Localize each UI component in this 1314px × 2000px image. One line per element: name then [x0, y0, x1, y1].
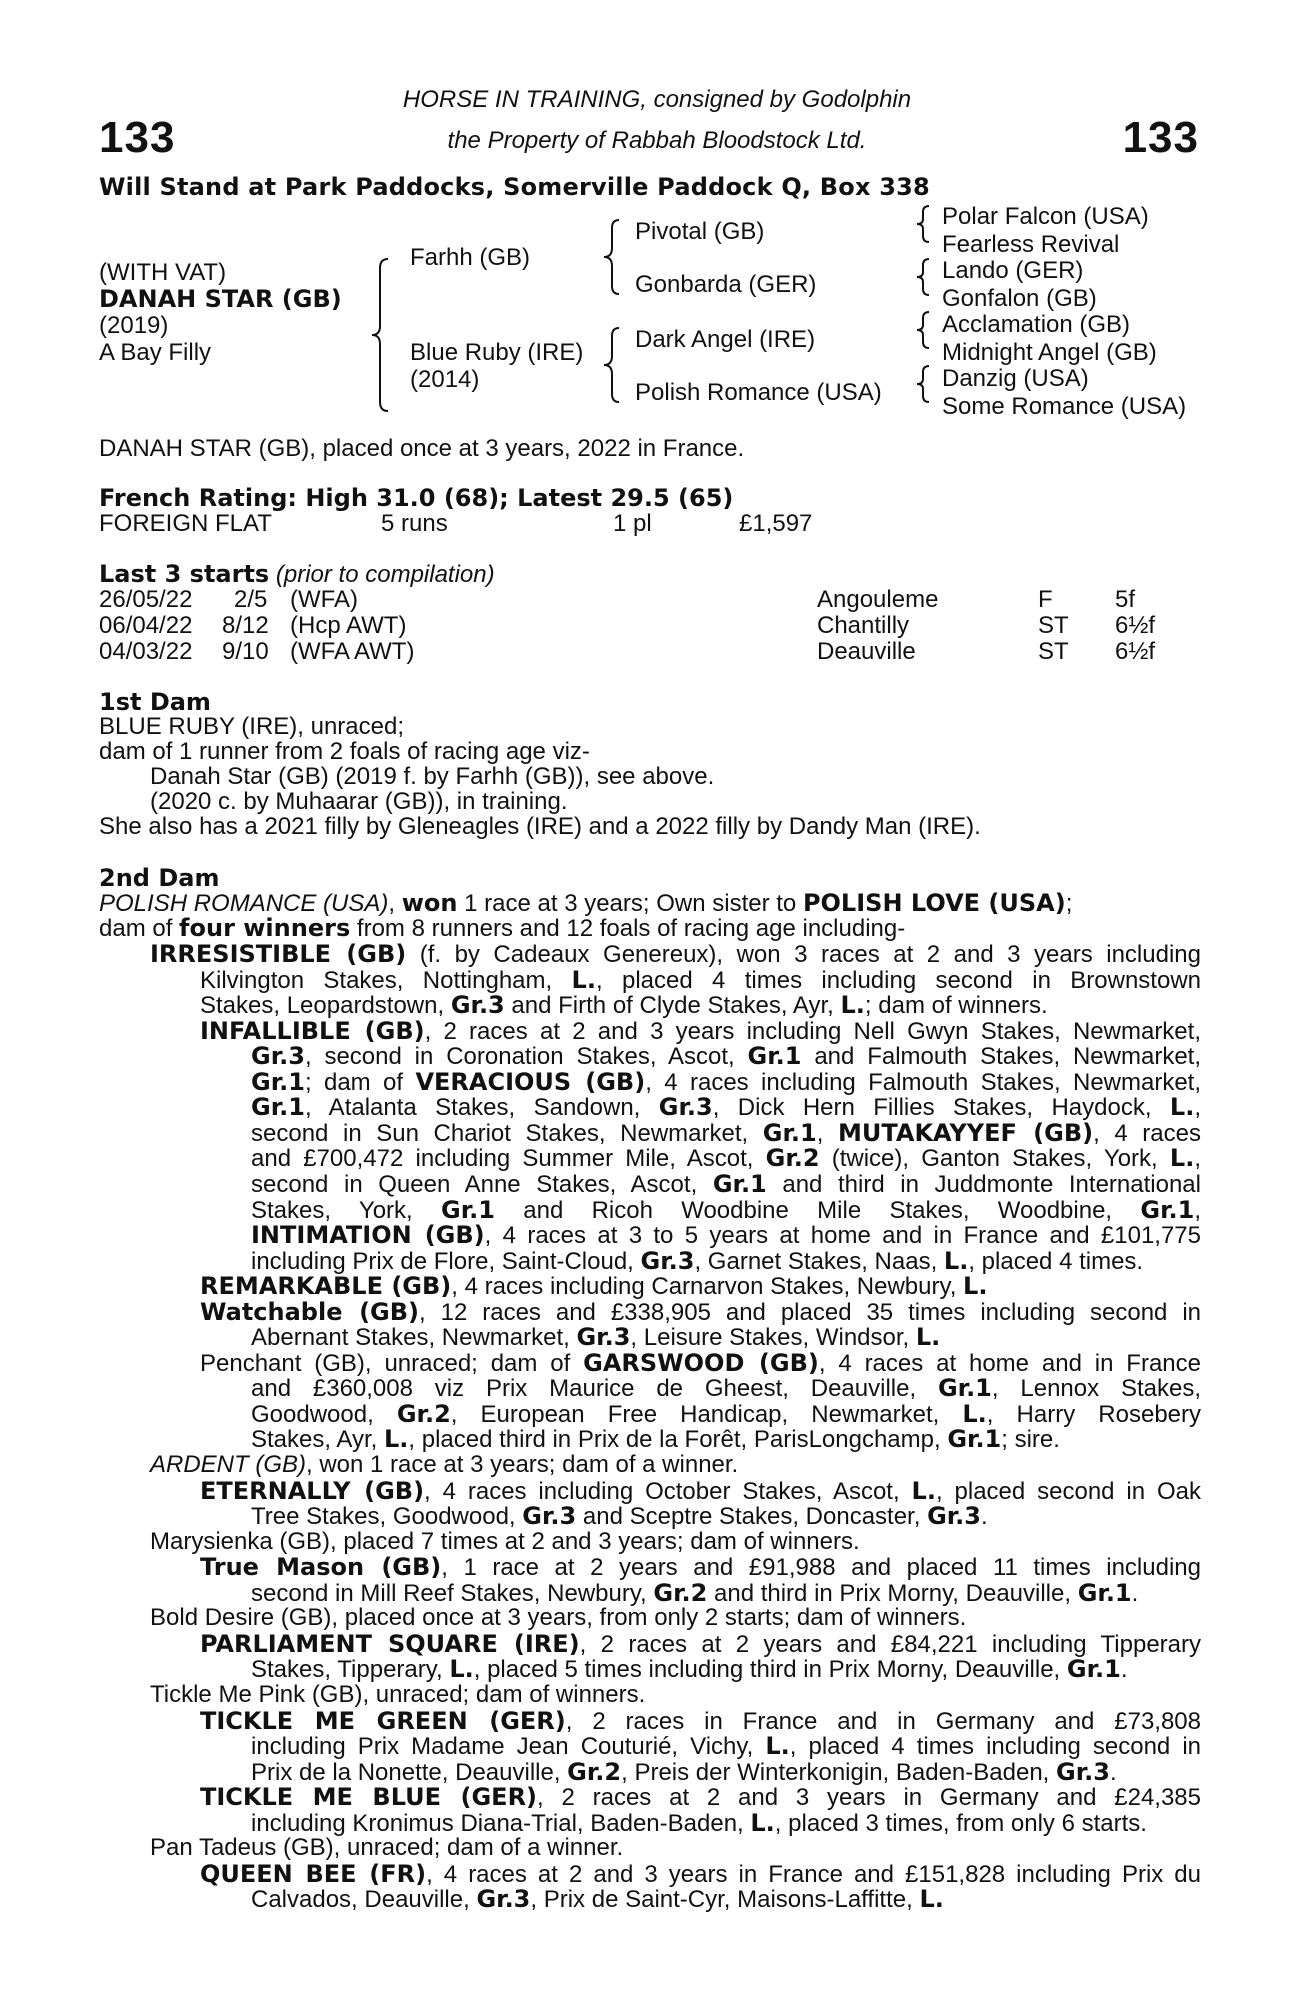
text-segment: and Falmouth Stakes, Newmarket, — [801, 1044, 1201, 1071]
gg-1: Polar Falcon (USA) — [942, 203, 1149, 230]
start-distance: 6½f — [1115, 612, 1156, 639]
produce-line — [251, 1246, 1144, 1275]
start-position: 2/5 — [234, 586, 268, 613]
text-segment: L. — [840, 991, 865, 1020]
text-segment: Kilvington Stakes, Nottingham, — [200, 967, 572, 994]
text-segment: , Dick Hern Fillies Stakes, Haydock, — [712, 1095, 1170, 1122]
text-segment: Gr.1 — [947, 1425, 1002, 1454]
rating-title: French Rating: High 31.0 (68); Latest 29.5 (65) — [99, 484, 734, 512]
text-segment: , 2 races at 2 and 3 years in Germany and £24,385 — [537, 1785, 1201, 1812]
text-segment: Stakes, Tipperary, — [251, 1656, 450, 1684]
produce-line — [251, 1044, 1201, 1070]
text-segment: , 4 races — [1093, 1120, 1201, 1147]
text-segment: second in Queen Anne Stakes, Ascot, — [251, 1171, 713, 1198]
text-segment: INTIMATION (GB) — [251, 1223, 485, 1250]
text-segment: . — [1120, 1656, 1128, 1684]
text-segment: Calvados, Deauville, — [251, 1886, 477, 1914]
start-going: F — [1038, 586, 1053, 613]
text-segment: ; dam of — [304, 1069, 416, 1096]
text-segment: PARLIAMENT SQUARE (IRE) — [200, 1631, 580, 1658]
text-segment: IRRESISTIBLE (GB) — [150, 942, 407, 968]
text-segment: Gr.3 — [640, 1246, 695, 1275]
text-segment: Gr.1 — [1077, 1578, 1132, 1607]
produce-line — [150, 1680, 646, 1708]
text-segment: L. — [1169, 1146, 1195, 1173]
produce-line — [200, 1709, 1201, 1735]
text-segment: ; sire. — [1001, 1426, 1060, 1454]
text-segment: Gr.2 — [396, 1401, 451, 1428]
produce-line — [200, 993, 1048, 1018]
produce-line — [251, 1657, 1128, 1682]
produce-line — [150, 1836, 623, 1860]
text-segment: Prix de la Nonette, Deauville, — [251, 1758, 568, 1786]
text-segment: L. — [915, 1323, 941, 1352]
first-dam-title: 1st Dam — [99, 688, 211, 716]
last-starts-title: Last 3 starts — [99, 560, 270, 588]
text-segment: . — [1109, 1758, 1117, 1786]
text-segment: , placed 3 times, from only 6 starts. — [774, 1809, 1147, 1837]
text-segment: , Garnet Stakes, Naas, — [694, 1247, 944, 1275]
text-segment: , placed 4 times including second in Brownstown — [595, 967, 1201, 994]
text-segment: , second in Coronation Stakes, Ascot, — [304, 1044, 748, 1071]
text-segment: POLISH LOVE (USA) — [802, 889, 1066, 917]
text-segment: won — [401, 889, 458, 917]
race-summary: DANAH STAR (GB), placed once at 3 years, 2022 in France. — [99, 435, 745, 462]
text-segment: Gr.1 — [747, 1044, 802, 1071]
dam-year: (2014) — [410, 366, 480, 393]
text-segment: , 2 races in France and in Germany and £73,808 — [565, 1708, 1201, 1735]
text-segment: and £360,008 viz Prix Maurice de Gheest, Deauville, — [251, 1376, 938, 1403]
last-starts-heading — [99, 562, 495, 587]
produce-line — [251, 1146, 1201, 1172]
second-dam-line — [99, 891, 1072, 916]
text-segment: , Leisure Stakes, Windsor, — [630, 1324, 916, 1352]
produce-line — [251, 1325, 940, 1350]
text-segment: QUEEN BEE (FR) — [200, 1861, 427, 1888]
text-segment: . — [981, 1503, 988, 1531]
produce-line — [251, 1223, 1201, 1249]
text-segment: Gr.3 — [927, 1502, 981, 1531]
first-dam-line: She also has a 2021 filly by Gleneagles (IRE) and a 2022 filly by Dandy Man (IRE). — [99, 813, 981, 840]
produce-line — [200, 1555, 1201, 1581]
rating-runs: 5 runs — [381, 510, 448, 537]
start-course: Deauville — [817, 638, 916, 665]
text-segment: Gr.3 — [576, 1323, 631, 1352]
rating-earnings: £1,597 — [739, 510, 813, 537]
produce-line — [251, 1172, 1201, 1198]
produce-line — [251, 1095, 1201, 1121]
second-dam-line — [99, 916, 905, 941]
produce-line — [251, 1070, 1201, 1096]
stand-location: Will Stand at Park Paddocks, Somerville Paddock Q, Box 338 — [99, 173, 930, 201]
produce-line — [251, 1578, 1139, 1607]
second-dam-title: 2nd Dam — [99, 864, 220, 892]
text-segment: , 2 races at 2 and 3 years including Nell Gwyn Stakes, Newmarket, — [424, 1018, 1201, 1045]
text-segment: Gr.2 — [765, 1146, 820, 1173]
first-dam-line: Danah Star (GB) (2019 f. by Farhh (GB)), see above. — [150, 763, 715, 790]
text-segment: Gr.3 — [1056, 1757, 1110, 1786]
produce-line — [200, 1632, 1201, 1658]
text-segment: Tickle Me Pink (GB), unraced; dam of winners. — [150, 1680, 646, 1708]
text-segment: Gr.3 — [522, 1502, 577, 1531]
text-segment: , — [388, 890, 402, 917]
start-date: 04/03/22 — [99, 638, 193, 665]
last-starts-note: (prior to compilation) — [275, 561, 495, 588]
text-segment: , Harry Rosebery — [986, 1401, 1201, 1428]
produce-line — [200, 1351, 1201, 1377]
text-segment: including Kronimus Diana-Trial, Baden-Baden, — [251, 1809, 751, 1837]
dam: Blue Ruby (IRE) — [410, 339, 584, 366]
text-segment: including Prix Madame Jean Couturié, Vichy, — [251, 1734, 766, 1761]
text-segment — [150, 1451, 738, 1478]
start-going: ST — [1038, 638, 1069, 665]
text-segment: ; dam of winners. — [864, 992, 1048, 1020]
produce-line — [200, 968, 1201, 994]
text-segment: Gr.1 — [712, 1171, 767, 1198]
text-segment: , 4 races including Carnarvon Stakes, Newbury, — [451, 1273, 964, 1301]
text-segment: , — [1194, 1146, 1201, 1173]
text-segment: Stakes, York, — [251, 1197, 442, 1224]
text-segment: Gr.3 — [450, 991, 505, 1020]
text-segment: , 4 races including October Stakes, Ascot, — [424, 1478, 912, 1505]
vat-label: (WITH VAT) — [99, 259, 227, 286]
text-segment: GARSWOOD (GB) — [583, 1350, 819, 1377]
gg-7: Danzig (USA) — [942, 365, 1089, 392]
text-segment: Goodwood, — [251, 1401, 397, 1428]
text-segment: and Firth of Clyde Stakes, Ayr, — [504, 992, 841, 1020]
text-segment: Gr.1 — [441, 1197, 495, 1224]
text-segment: L. — [943, 1246, 969, 1275]
horse-name: DANAH STAR (GB) — [99, 285, 342, 313]
start-distance: 6½f — [1115, 638, 1156, 665]
text-segment: Gr.2 — [567, 1757, 622, 1786]
start-type: (WFA) — [290, 586, 358, 613]
text-segment: Gr.1 — [1066, 1655, 1121, 1684]
text-segment: MUTAKAYYEF (GB) — [838, 1120, 1094, 1147]
text-segment: True Mason (GB) — [200, 1555, 442, 1582]
gg-4: Gonfalon (GB) — [942, 285, 1097, 312]
text-segment: , 2 races at 2 years and £84,221 including Tipperary — [579, 1631, 1201, 1658]
text-segment: . — [1131, 1579, 1139, 1607]
text-segment: , placed 5 times including third in Prix Morny, Deauville, — [473, 1656, 1067, 1684]
text-segment: L. — [1169, 1095, 1195, 1122]
text-segment: , Lennox Stakes, — [991, 1376, 1201, 1403]
sire-sire: Pivotal (GB) — [635, 218, 765, 245]
sire-dam: Gonbarda (GER) — [635, 271, 817, 298]
text-segment: REMARKABLE (GB) — [200, 1272, 452, 1301]
text-segment: ETERNALLY (GB) — [200, 1478, 425, 1505]
text-segment: , 1 race at 2 years and £91,988 and placed 11 times including — [441, 1555, 1201, 1582]
text-segment: Gr.3 — [658, 1095, 713, 1122]
produce-line — [200, 1300, 1201, 1326]
dam-dam: Polish Romance (USA) — [635, 379, 882, 406]
dam-name: ARDENT (GB) — [150, 1451, 306, 1478]
horse-year: (2019) — [99, 312, 169, 339]
horse-description: A Bay Filly — [99, 339, 212, 366]
produce-line — [251, 1198, 1201, 1224]
text-segment: , 4 races at 2 and 3 years in France and £151,828 including Prix du — [426, 1861, 1201, 1888]
second-dam-name: POLISH ROMANCE (USA) — [99, 890, 389, 917]
text-segment: and third in Prix Morny, Deauville, — [707, 1579, 1078, 1607]
dam-sire: Dark Angel (IRE) — [635, 326, 816, 353]
rating-placed: 1 pl — [613, 510, 652, 537]
text-segment: L. — [911, 1478, 936, 1505]
text-segment: L. — [449, 1655, 474, 1684]
start-date: 06/04/22 — [99, 612, 193, 639]
start-position: 8/12 — [222, 612, 269, 639]
produce-line — [150, 1453, 738, 1477]
text-segment: , Preis der Winterkonigin, Baden-Baden, — [621, 1758, 1057, 1786]
text-segment: Abernant Stakes, Newmarket, — [251, 1324, 577, 1352]
text-segment: second in Sun Chariot Stakes, Newmarket, — [251, 1120, 763, 1147]
lot-number-left: 133 — [99, 113, 176, 162]
text-segment: , placed second in Oak — [935, 1478, 1201, 1505]
text-segment: , Prix de Saint-Cyr, Maisons-Laffitte, — [530, 1886, 920, 1914]
text-segment: Gr.1 — [937, 1376, 992, 1403]
text-segment: , placed 4 times. — [968, 1247, 1144, 1275]
property-line: the Property of Rabbah Bloodstock Ltd. — [447, 127, 867, 154]
text-segment: including Prix de Flore, Saint-Cloud, — [251, 1247, 641, 1275]
text-segment: , placed 4 times including second in — [789, 1734, 1201, 1761]
text-segment: Bold Desire (GB), placed once at 3 years, from only 2 starts; dam of winners. — [150, 1604, 967, 1632]
gg-3: Lando (GER) — [942, 257, 1084, 284]
first-dam-line: BLUE RUBY (IRE), unraced; — [99, 713, 405, 740]
text-segment: INFALLIBLE (GB) — [200, 1018, 425, 1045]
text-segment: Stakes, Ayr, — [251, 1426, 384, 1454]
text-segment: TICKLE ME BLUE (GER) — [200, 1785, 538, 1812]
text-segment: , won 1 race at 3 years; dam of a winner. — [306, 1451, 739, 1478]
produce-line — [150, 942, 1201, 968]
produce-line — [200, 1785, 1201, 1811]
produce-line — [150, 1527, 860, 1555]
text-segment: and Sceptre Stakes, Doncaster, — [576, 1503, 928, 1531]
start-date: 26/05/22 — [99, 586, 193, 613]
text-segment: and third in Juddmonte International — [766, 1171, 1201, 1198]
gg-8: Some Romance (USA) — [942, 393, 1187, 420]
produce-line — [251, 1402, 1201, 1428]
start-type: (WFA AWT) — [290, 638, 415, 665]
lot-number-right: 133 — [1122, 113, 1199, 162]
text-segment: Gr.1 — [762, 1120, 817, 1147]
produce-line — [251, 1757, 1117, 1786]
gg-5: Acclamation (GB) — [942, 311, 1131, 338]
text-segment: L. — [919, 1885, 944, 1914]
text-segment: , European Free Handicap, Newmarket, — [450, 1401, 963, 1428]
text-segment: TICKLE ME GREEN (GER) — [200, 1708, 566, 1735]
text-segment: Gr.1 — [251, 1095, 305, 1122]
consignor-line: HORSE IN TRAINING, consigned by Godolphin — [402, 86, 912, 113]
start-type: (Hcp AWT) — [290, 612, 407, 639]
gg-6: Midnight Angel (GB) — [942, 339, 1157, 366]
produce-line — [251, 1376, 1201, 1402]
text-segment: four winners — [179, 914, 351, 942]
text-segment: L. — [963, 1272, 988, 1301]
text-segment: , 4 races at home and in France — [818, 1350, 1201, 1377]
start-distance: 5f — [1115, 586, 1136, 613]
text-segment: Watchable (GB) — [200, 1299, 420, 1326]
first-dam-line: (2020 c. by Muhaarar (GB)), in training. — [150, 788, 568, 815]
text-segment: L. — [571, 967, 596, 994]
text-segment: L. — [383, 1425, 409, 1454]
text-segment: Marysienka (GB), placed 7 times at 2 and 3 years; dam of winners. — [150, 1527, 860, 1555]
first-dam-line: dam of 1 runner from 2 foals of racing age viz- — [99, 738, 590, 765]
produce-line — [251, 1427, 1060, 1452]
start-course: Chantilly — [817, 612, 910, 639]
text-segment: Tree Stakes, Goodwood, — [251, 1503, 523, 1531]
produce-line — [150, 1606, 966, 1630]
text-segment: ; — [1065, 890, 1073, 917]
text-segment: , 4 races including Falmouth Stakes, Newmarket, — [645, 1069, 1201, 1096]
text-segment: second in Mill Reef Stakes, Newbury, — [251, 1579, 654, 1607]
rating-category: FOREIGN FLAT — [99, 510, 272, 537]
text-segment: Gr.1 — [251, 1069, 305, 1096]
produce-line — [251, 1121, 1201, 1147]
text-segment: Penchant (GB), unraced; dam of — [200, 1350, 584, 1377]
text-segment: Gr.3 — [476, 1885, 531, 1914]
text-segment: Gr.3 — [251, 1044, 305, 1071]
text-segment: L. — [750, 1808, 775, 1837]
text-segment: L. — [765, 1734, 790, 1761]
gg-2: Fearless Revival — [942, 231, 1120, 258]
text-segment: Gr.2 — [653, 1578, 708, 1607]
text-segment: 1 race at 3 years; Own sister to — [457, 890, 803, 917]
text-segment: Gr.1 — [1140, 1197, 1195, 1224]
produce-line — [251, 1734, 1201, 1760]
sire: Farhh (GB) — [410, 244, 531, 271]
produce-line — [200, 1274, 987, 1299]
text-segment: and £700,472 including Summer Mile, Ascot, — [251, 1146, 766, 1173]
text-segment: , placed third in Prix de la Forêt, ParisLongchamp, — [408, 1426, 948, 1454]
text-segment: , — [1194, 1197, 1201, 1224]
text-segment: Stakes, Leopardstown, — [200, 992, 451, 1020]
start-position: 9/10 — [222, 638, 269, 665]
text-segment: , Atalanta Stakes, Sandown, — [304, 1095, 659, 1122]
start-course: Angouleme — [817, 586, 939, 613]
produce-line — [251, 1504, 988, 1529]
text-segment: , 12 races and £338,905 and placed 35 times including second in — [419, 1299, 1201, 1326]
text-segment: dam of — [99, 915, 180, 942]
text-segment: VERACIOUS (GB) — [415, 1069, 646, 1096]
text-segment: , — [1194, 1095, 1201, 1122]
text-segment: L. — [962, 1401, 987, 1428]
text-segment: (twice), Ganton Stakes, York, — [819, 1146, 1170, 1173]
start-going: ST — [1038, 612, 1069, 639]
text-segment: , 4 races at 3 to 5 years at home and in France and £101,775 — [484, 1223, 1201, 1250]
text-segment: , — [816, 1120, 838, 1147]
text-segment: and Ricoh Woodbine Mile Stakes, Woodbine, — [494, 1197, 1141, 1224]
produce-line — [200, 1479, 1201, 1505]
text-segment: Pan Tadeus (GB), unraced; dam of a winner. — [150, 1834, 624, 1862]
produce-line — [200, 1019, 1201, 1045]
produce-line — [200, 1862, 1201, 1888]
produce-line — [251, 1808, 1147, 1837]
produce-line — [251, 1887, 944, 1912]
text-segment: (f. by Cadeaux Genereux), won 3 races at 2 and 3 years including — [406, 942, 1201, 968]
text-segment: from 8 runners and 12 foals of racing age including- — [350, 915, 906, 942]
